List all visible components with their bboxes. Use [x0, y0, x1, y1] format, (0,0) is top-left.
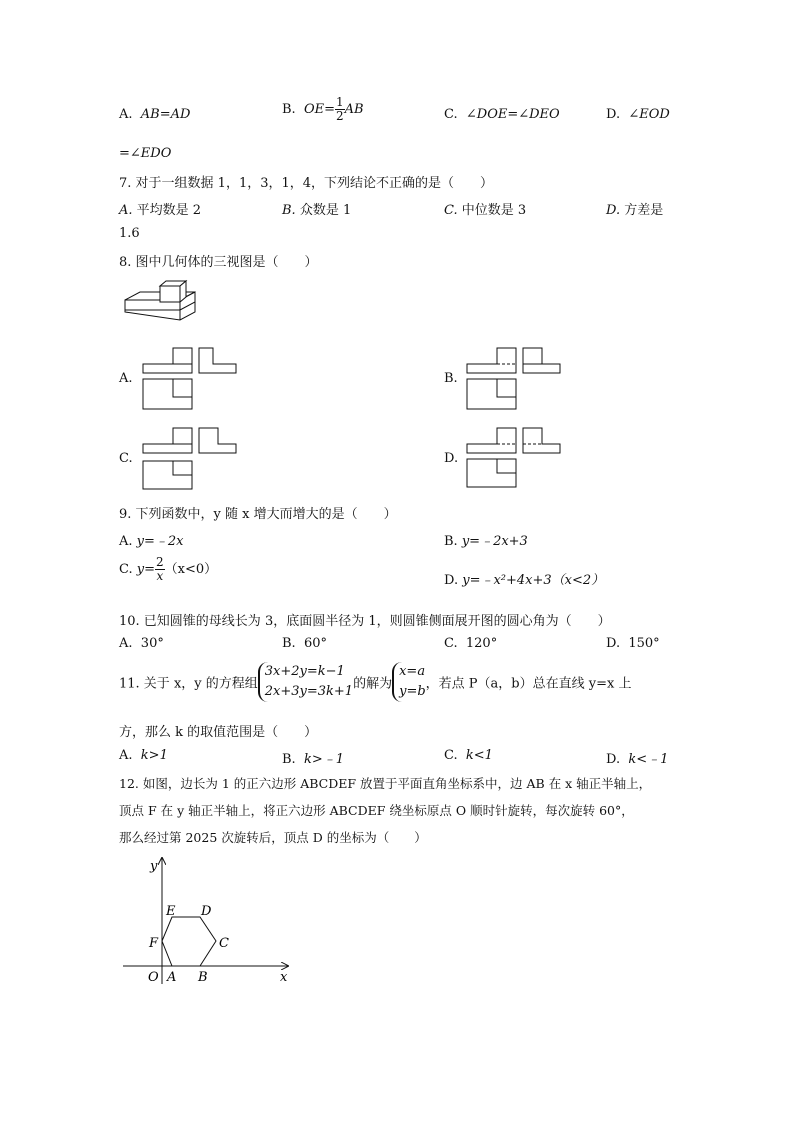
solution-system: x=a y=b: [392, 662, 426, 702]
q9-option-b[interactable]: B. y=﹣2x+3: [444, 534, 528, 549]
q12-stem-line1: 12. 如图，边长为 1 的正六边形 ABCDEF 放置于平面直角坐标系中，边 AB 在 x 轴正半轴上，: [119, 776, 652, 791]
q9-option-a[interactable]: A. y=﹣2x: [119, 534, 184, 549]
point-f: F: [149, 936, 159, 951]
q7-option-d-continued: 1.6: [119, 226, 140, 241]
q11-stem-line2: 方，那么 k 的取值范围是（ ）: [119, 725, 318, 740]
q7-option-c[interactable]: C. 中位数是 3: [444, 203, 527, 218]
q6-option-a[interactable]: A. AB=AD: [119, 107, 191, 122]
q11-option-b[interactable]: B. k>﹣1: [282, 752, 344, 767]
fraction: $\frac{2}{x}$: [156, 555, 164, 583]
q8-option-b-views[interactable]: [464, 345, 564, 413]
hexagon: [162, 917, 216, 966]
q8-option-c-views[interactable]: [140, 425, 240, 493]
q8-option-b-label[interactable]: B.: [444, 371, 458, 386]
point-b: B: [198, 970, 208, 985]
q8-stem: 8. 图中几何体的三视图是（ ）: [119, 255, 318, 270]
x-axis-label: x: [280, 970, 288, 985]
q7-option-a[interactable]: A. 平均数是 2: [119, 203, 202, 218]
q12-stem-line3: 那么经过第 2025 次旋转后，顶点 D 的坐标为（ ）: [119, 830, 427, 845]
q8-option-c-label[interactable]: C.: [119, 451, 133, 466]
q11-option-c[interactable]: C. k<1: [444, 748, 493, 763]
q10-option-d[interactable]: D. 150°: [606, 636, 660, 651]
q10-option-b[interactable]: B. 60°: [282, 636, 327, 651]
q6-option-a-text: AB=AD: [140, 107, 191, 122]
point-d: D: [201, 904, 212, 919]
q8-option-a-views[interactable]: [140, 345, 240, 413]
q9-option-d[interactable]: D. y=﹣x²+4x+3（x<2）: [444, 573, 605, 588]
q12-stem-line2: 顶点 F 在 y 轴正半轴上，将正六边形 ABCDEF 绕坐标原点 O 顺时针旋转，每次旋转 60°，: [119, 803, 634, 818]
q12-hexagon-figure: [120, 850, 300, 990]
q7-option-b[interactable]: B. 众数是 1: [282, 203, 352, 218]
fraction: $\frac{1}{2}$: [336, 95, 344, 123]
q11-stem: 11. 关于 x，y 的方程组 3x+2y=k−1 2x+3y=3k+1 的解为 x=a y=b ，若点 P（a，b）总在直线 y=x 上: [119, 662, 631, 702]
point-e: E: [166, 904, 176, 919]
q10-stem: 10. 已知圆锥的母线长为 3，底面圆半径为 1，则圆锥侧面展开图的圆心角为（ ）: [119, 614, 611, 629]
q11-option-a[interactable]: A. k>1: [119, 748, 168, 763]
q8-option-a-label[interactable]: A.: [119, 371, 133, 386]
q6-option-b[interactable]: B. OE= $\frac{1}{2}$ AB: [282, 95, 364, 123]
q11-option-d[interactable]: D. k<﹣1: [606, 752, 669, 767]
q8-option-d-views[interactable]: [464, 425, 564, 493]
q7-stem: 7. 对于一组数据 1，1，3，1，4，下列结论不正确的是（ ）: [119, 176, 494, 191]
q10-option-a[interactable]: A. 30°: [119, 636, 164, 651]
point-a: A: [167, 970, 177, 985]
point-c: C: [219, 936, 229, 951]
q6-option-c[interactable]: C. ∠DOE=∠DEO: [444, 107, 560, 122]
y-axis-label: y: [150, 859, 158, 874]
point-o: O: [148, 970, 159, 985]
q7-option-d[interactable]: D. 方差是: [606, 203, 664, 218]
q6-option-d-continued: =∠EDO: [119, 146, 172, 161]
q8-solid-figure: [120, 280, 200, 332]
q8-option-d-label[interactable]: D.: [444, 451, 459, 466]
q6-option-d[interactable]: D. ∠EOD: [606, 107, 670, 122]
q9-option-c[interactable]: C. y= $\frac{2}{x}$ （x<0）: [119, 555, 218, 583]
equation-system: 3x+2y=k−1 2x+3y=3k+1: [258, 662, 353, 702]
q9-stem: 9. 下列函数中，y 随 x 增大而增大的是（ ）: [119, 507, 397, 522]
q10-option-c[interactable]: C. 120°: [444, 636, 498, 651]
